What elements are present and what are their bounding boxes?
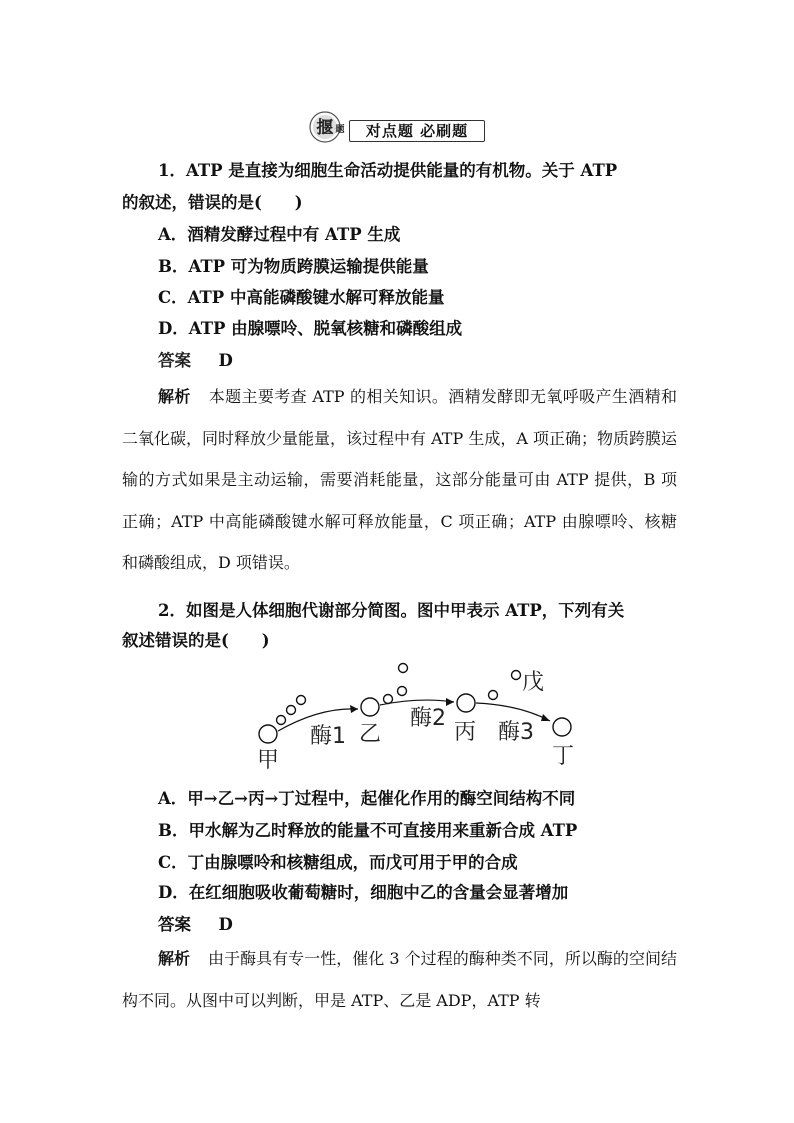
section-banner	[309, 110, 487, 144]
label-ding: 丁	[552, 744, 575, 769]
q1-option-d: D．ATP 由腺嘌呤、脱氧核糖和磷酸组成	[158, 319, 463, 338]
q1-option-c: C．ATP 中高能磷酸键水解可释放能量	[158, 288, 445, 307]
q2-option-a: A．甲→乙→丙→丁过程中，起催化作用的酶空间结构不同	[158, 789, 576, 808]
q2-answer	[158, 914, 233, 936]
bing-node	[457, 694, 475, 712]
q2-answer-value: D	[218, 915, 233, 934]
label-wu: 戊	[522, 670, 545, 695]
label-enzyme1: 酶1	[310, 724, 346, 749]
q2-option-b: B．甲水解为乙时释放的能量不可直接用来重新合成 ATP	[158, 821, 578, 840]
q2-stem-line1: 2．如图是人体细胞代谢部分简图。图中甲表示 ATP，下列有关	[158, 601, 625, 620]
q1-analysis-label: 解析	[158, 387, 191, 406]
q2-analysis	[122, 938, 677, 1021]
q2-option-c: C．丁由腺嘌呤和核糖组成，而戊可用于甲的合成	[158, 853, 518, 872]
q1-option-a: A．酒精发酵过程中有 ATP 生成	[158, 225, 401, 244]
q2-stem-line2: 叙述错误的是( )	[122, 631, 270, 650]
q1-analysis	[122, 376, 677, 584]
banner-box	[349, 120, 485, 142]
ding-node	[553, 718, 571, 736]
seal-glyph: 揠	[316, 118, 334, 138]
q1-stem-line1: 1．ATP 是直接为细胞生命活动提供能量的有机物。关于 ATP	[158, 161, 618, 180]
label-enzyme3: 酶3	[498, 720, 534, 745]
jia-node	[259, 725, 277, 743]
seal-small-glyph: 题	[335, 125, 345, 135]
q1-option-b: B．ATP 可为物质跨膜运输提供能量	[158, 257, 429, 276]
q1-answer-value: D	[218, 351, 233, 370]
q2-option-d: D．在红细胞吸收葡萄糖时，细胞中乙的含量会显著增加	[158, 883, 569, 902]
q2-analysis-label: 解析	[158, 949, 191, 968]
label-enzyme2: 酶2	[410, 706, 446, 731]
label-jia: 甲	[257, 748, 280, 773]
label-yi: 乙	[359, 722, 382, 747]
q1-analysis-text: 本题主要考查 ATP 的相关知识。酒精发酵即无氧呼吸产生酒精和二氧化碳，同时释放少量能量，该过程中有 ATP 生成，A 项正确；物质跨膜运输的方式如果是主动运输，需要消耗能量，这部分能量可由 ATP 提供，B 项正确；ATP 中高能磷酸键水解可释放能量，C 项正确；ATP 由腺嘌呤、核糖和磷酸组成，D 项错误。	[122, 387, 677, 572]
q1-answer	[158, 350, 233, 372]
yi-node	[361, 698, 379, 716]
q2-answer-label: 答案	[158, 915, 191, 934]
seal-icon	[309, 110, 345, 144]
banner-title: 对点题 必刷题	[365, 122, 469, 140]
q1-stem-line2: 的叙述，错误的是( )	[122, 193, 303, 212]
label-bing: 丙	[454, 720, 477, 745]
q1-answer-label: 答案	[158, 351, 191, 370]
q2-analysis-text: 由于酶具有专一性，催化 3 个过程的酶种类不同，所以酶的空间结构不同。从图中可以判断，甲是 ATP、乙是 ADP，ATP 转	[122, 949, 677, 1010]
atp-metabolism-diagram	[250, 655, 580, 775]
